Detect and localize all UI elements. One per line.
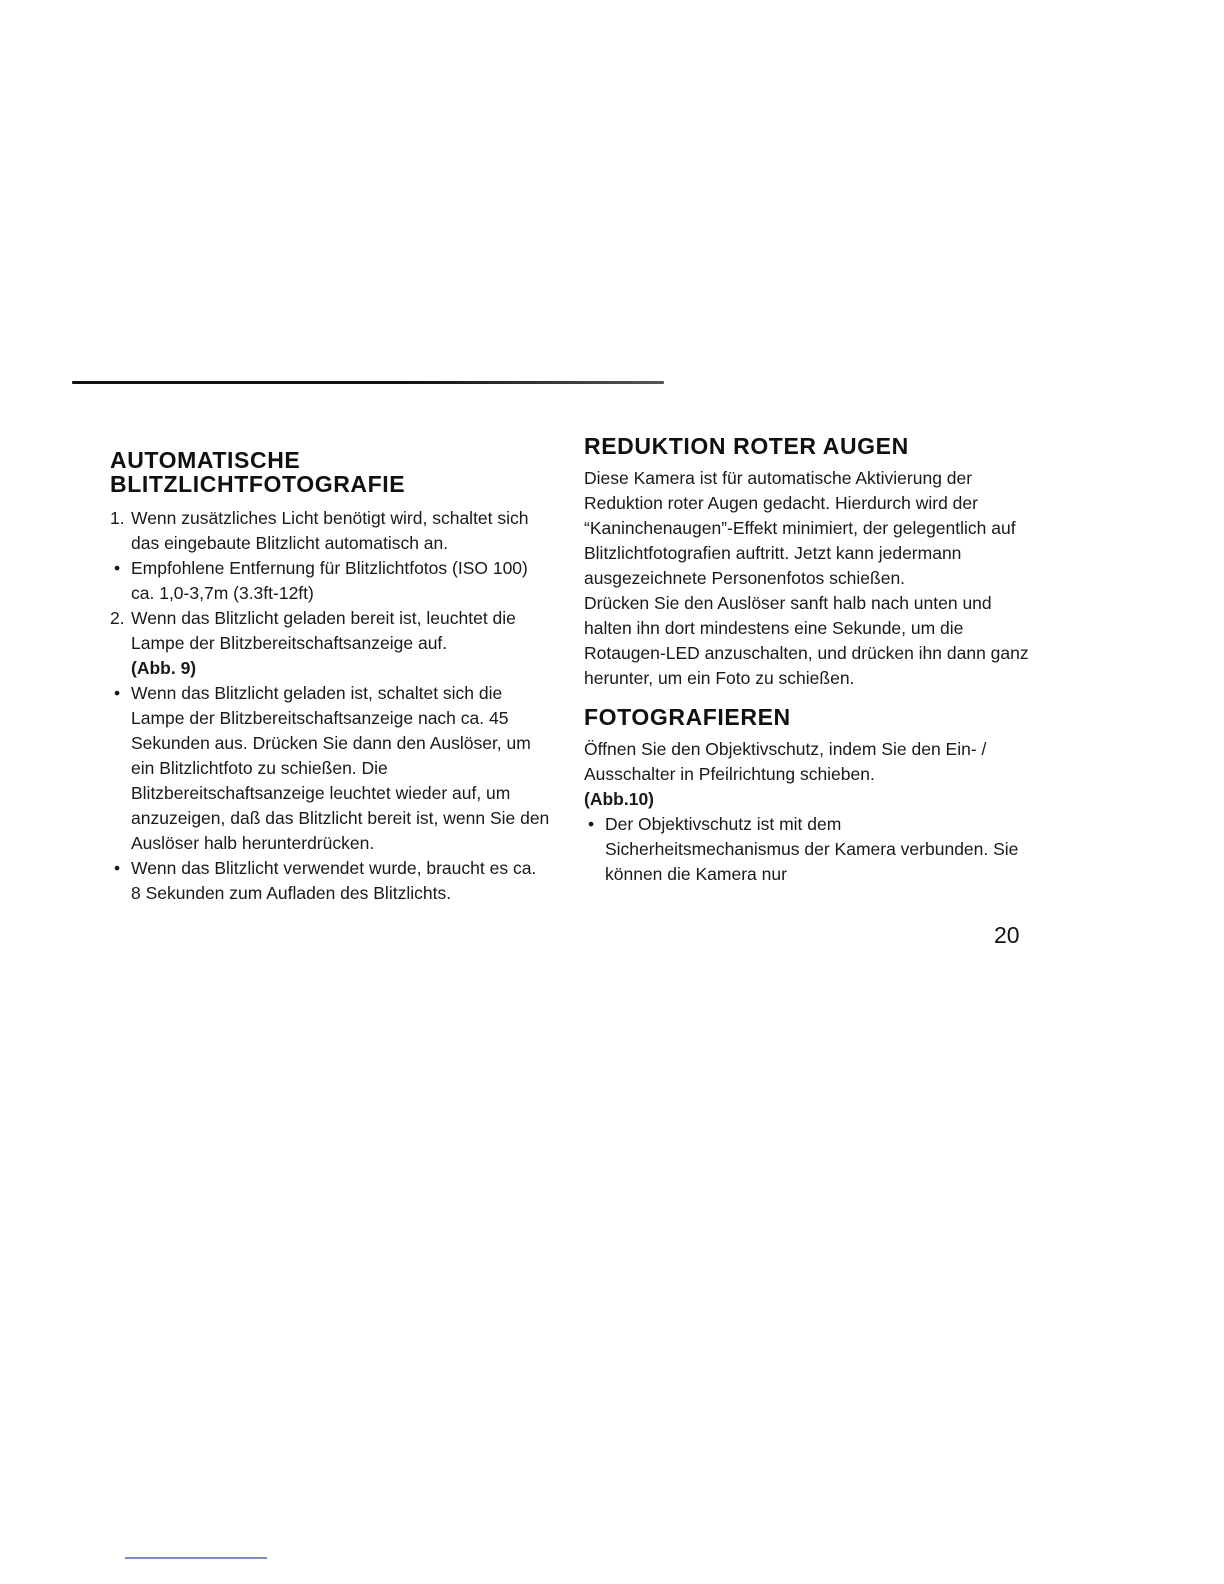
paragraph-red-eye-instructions: Drücken Sie den Auslöser sanft halb nach unten und halten ihn dort mindestens eine Sekunde, um die Rotaugen-LED anzuschalten, und drücken ihn dann ganz herunter, um ein Foto zu schießen. xyxy=(584,593,1029,688)
figure-reference: (Abb. 9) xyxy=(131,658,197,678)
list-item-text: Wenn zusätzliches Licht benötigt wird, schaltet sich das eingebaute Blitzlicht automatisch an. xyxy=(131,508,529,553)
bullet-marker: • xyxy=(114,558,121,578)
top-rule xyxy=(72,381,664,384)
left-column xyxy=(110,448,550,906)
title-line-2: BLITZLICHTFOTOGRAFIE xyxy=(110,471,406,497)
figure-reference: (Abb.10) xyxy=(584,789,654,809)
list-item-text: Empfohlene Entfernung für Blitzlichtfotos (ISO 100) ca. 1,0-3,7m (3.3ft-12ft) xyxy=(131,558,528,603)
list-item-5 xyxy=(110,856,550,906)
title-line-1: AUTOMATISCHE xyxy=(110,447,301,473)
list-item-text: Wenn das Blitzlicht geladen ist, schaltet sich die Lampe der Blitzbereitschaftsanzeige nach ca. 45 Sekunden aus. Drücken Sie dann den Auslöser, um ein Blitzlichtfoto zu schießen. Die Blitzbereitschaftsanzeige leuchtet wieder auf, um anzuzeigen, daß das Blitzlicht bereit ist, wenn Sie den Auslöser halb herunterdrücken. xyxy=(131,683,550,853)
bullet-marker: • xyxy=(114,858,121,878)
section-title-automatische-blitzlichtfotografie xyxy=(110,448,550,496)
page-number: 20 xyxy=(994,922,1020,948)
list-item-1 xyxy=(110,506,550,556)
list-item-2 xyxy=(110,556,550,606)
list-item-text: Wenn das Blitzlicht geladen bereit ist, leuchtet die Lampe der Blitzbereitschaftsanzeige auf. xyxy=(131,608,516,653)
list-item-objektivschutz xyxy=(584,812,1034,887)
list-marker: 1. xyxy=(110,508,125,528)
paragraph-fotografieren: Öffnen Sie den Objektivschutz, indem Sie den Ein- / Ausschalter in Pfeilrichtung schieben. xyxy=(584,739,987,784)
bottom-rule xyxy=(125,1557,267,1559)
bullet-marker: • xyxy=(588,814,595,834)
bullet-marker: • xyxy=(114,683,121,703)
list-item-text: Der Objektivschutz ist mit dem Sicherheitsmechanismus der Kamera verbunden. Sie können die Kamera nur xyxy=(605,814,1019,884)
list-item-3 xyxy=(110,606,550,681)
right-column xyxy=(584,434,1034,887)
list-item-4 xyxy=(110,681,550,856)
list-item-text: Wenn das Blitzlicht verwendet wurde, braucht es ca. 8 Sekunden zum Aufladen des Blitzlichts. xyxy=(131,858,537,903)
paragraph-red-eye-intro: Diese Kamera ist für automatische Aktivierung der Reduktion roter Augen gedacht. Hierdurch wird der “Kaninchenaugen”-Effekt minimiert, der gelegentlich auf Blitzlichtfotografien auftritt. Jetzt kann jedermann ausgezeichnete Personenfotos schießen. xyxy=(584,468,1016,588)
section-title-fotografieren: FOTOGRAFIEREN xyxy=(584,704,791,730)
list-marker: 2. xyxy=(110,608,125,628)
section-title-reduktion-roter-augen: REDUKTION ROTER AUGEN xyxy=(584,433,909,459)
